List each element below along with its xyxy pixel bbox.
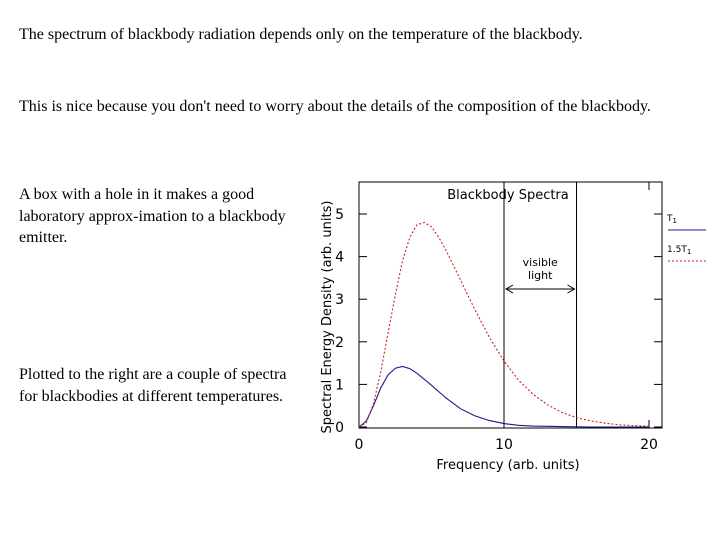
visible-band-label-1: visible xyxy=(522,256,558,269)
y-tick-label: 0 xyxy=(335,420,344,436)
x-tick-label: 0 xyxy=(354,437,364,453)
y-tick-label: 2 xyxy=(335,334,344,351)
x-axis-label: Frequency (arb. units) xyxy=(436,458,580,473)
y-tick-label: 4 xyxy=(335,249,344,266)
plot-frame xyxy=(359,182,662,428)
spectra-paragraph: Plotted to the right are a couple of spectra for blackbodies at different temperatures. xyxy=(19,366,287,405)
legend-label-1: $1.5T_1$ xyxy=(667,245,692,256)
y-tick-label: 3 xyxy=(335,292,344,309)
intro-paragraph: The spectrum of blackbody radiation depends only on the temperature of the blackbody. xyxy=(19,26,583,43)
chart-title: Blackbody Spectra xyxy=(447,188,569,203)
box-hole-paragraph: A box with a hole in it makes a good laboratory approx-imation to a blackbody emitter. xyxy=(19,186,286,246)
composition-paragraph: This is nice because you don't need to worry about the details of the composition of the blackbody. xyxy=(19,98,651,115)
y-tick-label: 5 xyxy=(335,207,344,223)
y-axis-label: Spectral Energy Density (arb. units) xyxy=(320,200,335,434)
legend-label-0: $T_1$ xyxy=(667,214,677,225)
x-tick-label: 10 xyxy=(495,437,513,453)
x-tick-label: 20 xyxy=(640,437,658,453)
y-tick-label: 1 xyxy=(335,377,344,394)
visible-band-label-2: light xyxy=(528,269,553,282)
